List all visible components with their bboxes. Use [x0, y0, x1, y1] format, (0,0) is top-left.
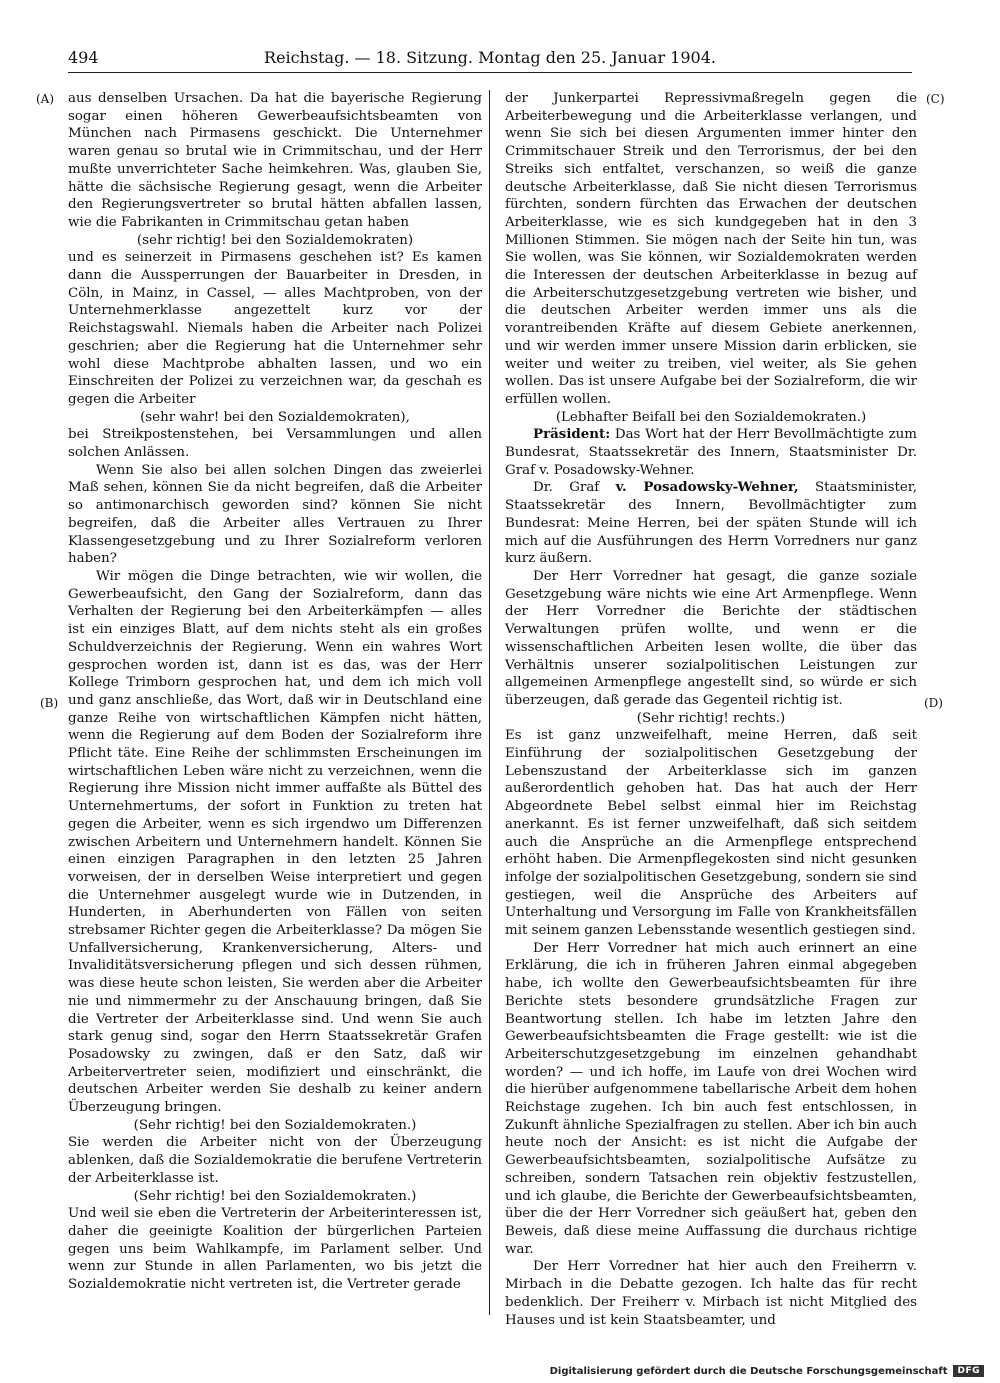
speaker-name: Präsident: — [533, 426, 611, 443]
paragraph — [68, 1134, 482, 1187]
paragraph — [68, 568, 482, 1117]
interjection — [68, 1188, 482, 1206]
paragraph — [505, 426, 917, 479]
paragraph-text: (sehr richtig! bei den Sozialdemokraten) — [136, 232, 414, 248]
speaker-title: Dr. Graf — [533, 480, 616, 496]
running-title: Reichstag. — 18. Sitzung. Montag den 25. Januar 1904. — [264, 48, 716, 67]
paragraph-text: Wenn Sie also bei allen solchen Dingen das zweierlei Maß sehen, können Sie da nicht begreifen, daß die Arbeiter so antimonarchisch geworden sind? können Sie nicht begreifen, daß die Arbeiter alles Vertrauen zu Ihrer Klassengesetzgebung und zu Ihrer Sozialreform verloren haben? — [68, 462, 482, 567]
margin-marker-c: (C) — [926, 92, 945, 106]
margin-marker-b: (B) — [40, 696, 59, 710]
paragraph-text: Staatsminister, Staatssekretär des Innern, Bevollmächtigter zum Bundesrat: Meine Herren, bei der späten Stunde will ich mich auf die Ausführungen des Herrn Vorredners nur ganz kurz äußern. — [505, 480, 917, 567]
interjection — [505, 409, 917, 427]
paragraph-text: (Sehr richtig! bei den Sozialdemokraten.) — [133, 1117, 417, 1133]
paragraph-text: aus denselben Ursachen. Da hat die bayerische Regierung sogar einen höheren Gewerbeaufsichtsbeamten von München nach Pirmasens geschickt. Die Unternehmer waren genau so brutal wie in Crimmitschau, und der Herr mußte unverrichteter Sache heimkehren. Was, glauben Sie, hätte die sächsische Regierung gesagt, wenn die Arbeiter den Regierungsvertreter so brutal hätten abfallen lassen, wie die Fabrikanten in Crimmitschau getan haben — [68, 91, 482, 230]
paragraph-text: Sie werden die Arbeiter nicht von der Überzeugung ablenken, daß die Sozialdemokratie die berufene Vertreterin der Arbeiterklasse ist. — [68, 1135, 482, 1186]
page-header — [68, 46, 912, 73]
column-divider — [489, 90, 490, 1315]
paragraph-text: bei Streikpostenstehen, bei Versammlungen und allen solchen Anlässen. — [68, 427, 482, 461]
dfg-logo: DFG — [953, 1365, 984, 1377]
paragraph-text: und es seinerzeit in Pirmasens geschehen ist? Es kamen dann die Aussperrungen der Bauarbeiter in Dresden, in Cöln, in Mainz, in Cassel, — alles Machtproben, von der Unternehmerklasse angezettelt kurz vor der Reichstagswahl. Niemals haben die Arbeiter nach Polizei geschrien; aber die Regierung hat die Unternehmer sehr wohl diese Machtprobe abhalten lassen, und wo ein Einschreiten der Polizei zu verzeichnen war, da geschah es gegen die Arbeiter — [68, 250, 482, 407]
paragraph — [505, 1258, 917, 1329]
interjection — [68, 232, 482, 250]
paragraph-text: (Lebhafter Beifall bei den Sozialdemokraten.) — [555, 409, 867, 425]
paragraph — [505, 479, 917, 568]
interjection — [68, 409, 482, 427]
paragraph-text: Das Wort hat der Herr Bevollmächtigte zum Bundesrat, Staatssekretär des Innern, Staatsminister Dr. Graf v. Posadowsky-Wehner. — [505, 427, 917, 478]
interjection — [505, 710, 917, 728]
paragraph-text: (Sehr richtig! rechts.) — [636, 710, 786, 726]
paragraph — [68, 1205, 482, 1294]
paragraph-text: der Junkerpartei Repressivmaßregeln gegen die Arbeiterbewegung und die Arbeiterklasse verlangen, und wenn Sie sich bei diesen Argumenten immer hinter den Crimmitschauer Streik und den Terrorismus, der bei den Streiks sich entfaltet, verschanzen, so weiß die ganze deutsche Arbeiterklasse, daß Sie nicht diesen Terrorismus fürchten, sondern fürchten das Erwachen der deutschen Arbeiterklasse, wie es sich kundgegeben hat in den 3 Millionen Stimmen. Sie mögen nach der Seite hin tun, was Sie wollen, was Sie können, wir Sozialdemokraten werden die Interessen der deutschen Arbeiterklasse in bezug auf die Arbeiterschutzgesetzgebung vertreten wie bisher, und die deutschen Arbeiter werden immer uns als die vorantreibenden Kräfte auf diesem Gebiete anerkennen, und wir werden immer unsere Mission darin erblicken, sie weiter und weiter zu treiben, viel weiter, als Sie gehen wollen. Das ist unsere Aufgabe bei der Sozialreform, die wir erfüllen wollen. — [505, 91, 917, 407]
paragraph-text: Der Herr Vorredner hat mich auch erinnert an eine Erklärung, die ich in früheren Jahren einmal abgegeben habe, ich wollte den Gewerbeaufsichtsbeamten für ihre Berichte stets besondere grundsätzliche Fragen zur Beantwortung stellen. Ich habe im letzten Jahre den Gewerbeaufsichtsbeamten die Frage gestellt: wie ist die Arbeiterschutzgesetzgebung im einzelnen gehandhabt worden? — und ich hoffe, im Laufe von drei Wochen wird die hierüber aufgenommene tabellarische Arbeit dem hohen Reichstage zugehen. Ich bin auch fest entschlossen, in Zukunft ähnliche Spezialfragen zu stellen. Aber ich bin auch heute noch der Ansicht: es ist nicht die Aufgabe der Gewerbeaufsichtsbeamten, sozialpolitische Aufsätze zu schreiben, sondern Tatsachen rein objektiv festzustellen, und ich glaube, die Berichte der Gewerbeaufsichtsbeamten, über die der Herr Vorredner sich geäußert hat, geben den Beweis, daß diese meine Auffassung die durchaus richtige war. — [505, 940, 917, 1257]
page-number: 494 — [68, 48, 99, 67]
paragraph-text: Wir mögen die Dinge betrachten, wie wir wollen, die Gewerbeaufsicht, den Gang der Sozialreform, dann das Verhalten der Regierung bei den Arbeiterkämpfen — alles ist ein einziges Blatt, auf dem nichts steht als ein großes Schuldverzeichnis der Regierung. Wenn ein wahres Wort gesprochen worden ist, dann ist es das, was der Herr Kollege Trimborn gesprochen hat, und dem ich mich voll und ganz anschließe, das Wort, daß wir in Deutschland eine ganze Reihe von wirtschaftlichen Kämpfen nicht hätten, wenn die Regierung auf dem Boden der Sozialreform ihre Pflicht täte. Eine Reihe der schlimmsten Erscheinungen im wirtschaftlichen Leben wäre nicht zu verzeichnen, wenn die Regierung ihre Mission nicht immer auffaßte als Büttel des Unternehmertums, der sofort in Funktion zu treten hat gegen die Arbeiter, wenn es sich irgendwo um Differenzen zwischen Arbeitern und Unternehmern handelt. Können Sie einen einzigen Paragraphen in den letzten 25 Jahren vorweisen, der in derselben Weise interpretiert und gegen die Unternehmer ausgelegt wurde wie in Dutzenden, in Hunderten, in Aberhunderten von Fällen von seiten strebsamer Richter gegen die Arbeiterklasse? Da mögen Sie Unfallversicherung, Krankenversicherung, Alters- und Invaliditätsversicherung pflegen und sich dessen rühmen, was diese heute schon leisten, Sie werden aber die Arbeiter nie und nimmermehr zu der Anschauung bringen, daß Sie die Vertreter der Arbeiterklasse sind. Und wenn Sie auch stark genug sind, sogar den Herrn Staatssekretär Grafen Posadowsky zu zwingen, daß er den Satz, daß wir Arbeitervertreter seien, modifiziert und einschränkt, die deutschen Arbeiter werden Sie deshalb zu keiner andern Überzeugung bringen. — [68, 568, 482, 1116]
digitization-credit — [550, 1365, 984, 1377]
interjection — [68, 1117, 482, 1135]
paragraph-text: Und weil sie eben die Vertreterin der Arbeiterinteressen ist, daher die geeinigte Koalition der bürgerlichen Parteien gegen uns beim Wahlkampfe, im Parlament selber. Und wenn zur Stunde in allen Parlamenten, wo bis jetzt die Sozialdemokratie nicht vertreten ist, die Vertreter gerade — [68, 1206, 482, 1293]
speaker-name: v. Posadowsky-Wehner, — [615, 479, 799, 496]
paragraph-text: Der Herr Vorredner hat hier auch den Freiherrn v. Mirbach in die Debatte gezogen. Ich halte das für recht bedenklich. Der Freiherr v. Mirbach ist nicht Mitglied des Hauses und ist kein Staatsbeamter, und — [505, 1259, 917, 1328]
margin-marker-d: (D) — [924, 696, 943, 710]
paragraph — [505, 727, 917, 939]
margin-marker-a: (A) — [36, 92, 55, 106]
paragraph — [505, 568, 917, 710]
paragraph-text: Es ist ganz unzweifelhaft, meine Herren, daß seit Einführung der sozialpolitischen Gesetzgebung der Lebenszustand der Arbeiterklasse sich im ganzen außerordentlich gehoben hat. Das hat auch der Herr Abgeordnete Bebel selbst einmal hier im Reichstag anerkannt. Es ist ferner unzweifelhaft, daß sich seitdem auch die Ansprüche an die Armenpflege entsprechend erhöht haben. Die Armenpflegekosten sind nicht gesunken infolge der sozialpolitischen Gesetzgebung, sondern sie sind gestiegen, weil die Ansprüche des Arbeiters auf Unterhaltung und Versorgung im Falle von Krankheitsfällen mit seinem ganzen Lebensstande wesentlich gestiegen sind. — [505, 728, 917, 939]
paragraph-text: (Sehr richtig! bei den Sozialdemokraten.) — [133, 1188, 417, 1204]
paragraph — [68, 426, 482, 461]
credit-text: Digitalisierung gefördert durch die Deutsche Forschungsgemeinschaft — [549, 1365, 948, 1377]
paragraph — [68, 249, 482, 408]
paragraph — [68, 462, 482, 568]
paragraph — [505, 940, 917, 1259]
paragraph-text: Der Herr Vorredner hat gesagt, die ganze soziale Gesetzgebung wäre nichts wie eine Art Armenpflege. Wenn der Herr Vorredner die Berichte der städtischen Verwaltungen prüfen wollte, und wenn er die wissenschaftlichen Arbeiten lesen wollte, die über das Verhältnis unserer sozialpolitischen Leistungen zur allgemeinen Armenpflege angestellt sind, so würde er sich überzeugen, daß gerade das Gegenteil richtig ist. — [505, 568, 917, 708]
paragraph-text: (sehr wahr! bei den Sozialdemokraten), — [140, 409, 410, 425]
right-column — [505, 90, 917, 1329]
left-column — [68, 90, 482, 1294]
paragraph — [505, 90, 917, 409]
paragraph — [68, 90, 482, 232]
